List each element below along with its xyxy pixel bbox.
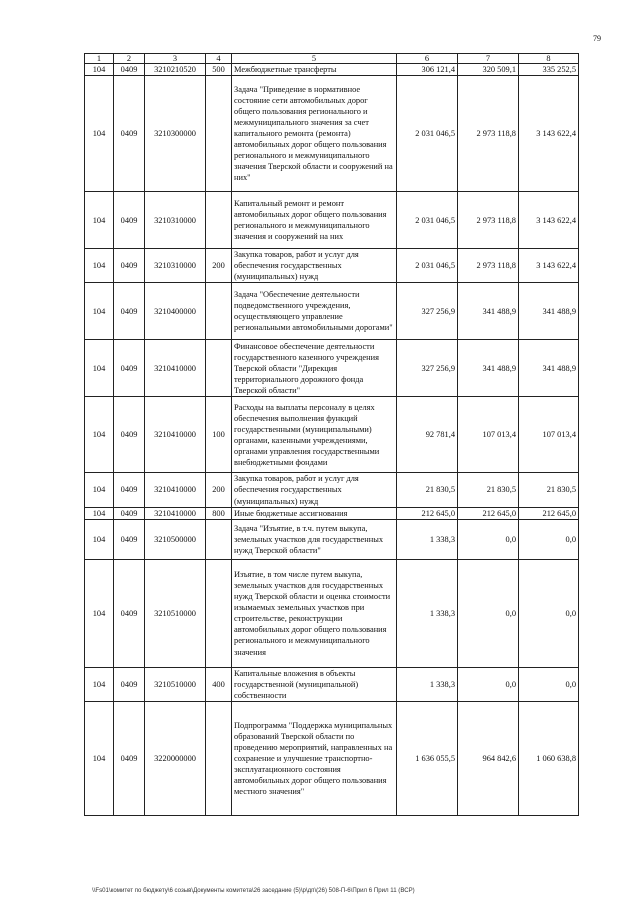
amount-year3-cell: 0,0	[519, 559, 579, 667]
amount-year1-cell: 1 338,3	[397, 667, 458, 701]
section-code-cell: 104	[85, 397, 114, 473]
description-cell: Задача "Приведение в нормативное состояние сети автомобильных дорог общего пользования регионального и межмуниципального значения за счет капитального ремонта (ремонта) автомобильных дорог общего пользования регионального и межмуниципального значения Тверской области и сооружений на них"	[232, 76, 397, 192]
section-code-cell: 104	[85, 283, 114, 340]
expense-type-cell	[206, 192, 232, 249]
column-header: 2	[114, 54, 145, 64]
target-article-cell: 3210410000	[145, 340, 206, 397]
subsection-code-cell: 0409	[114, 519, 145, 559]
column-header: 1	[85, 54, 114, 64]
amount-year1-cell: 327 256,9	[397, 283, 458, 340]
description-cell: Капитальный ремонт и ремонт автомобильных дорог общего пользования регионального и межмуниципального значения и сооружений на них	[232, 192, 397, 249]
table-row	[85, 473, 579, 507]
subsection-code-cell: 0409	[114, 283, 145, 340]
amount-year2-cell: 341 488,9	[458, 283, 519, 340]
target-article-cell: 3210310000	[145, 249, 206, 283]
expense-type-cell: 200	[206, 473, 232, 507]
amount-year3-cell: 212 645,0	[519, 507, 579, 519]
description-cell: Капитальные вложения в объекты государственной (муниципальной) собственности	[232, 667, 397, 701]
description-cell: Изъятие, в том числе путем выкупа, земельных участков для государственных нужд Тверской области и оценка стоимости изымаемых земельных участков при строительстве, реконструкции автомобильных дорог общего пользования регионального и межмуниципального значения	[232, 559, 397, 667]
amount-year1-cell: 2 031 046,5	[397, 249, 458, 283]
table-row	[85, 559, 579, 667]
target-article-cell: 3210410000	[145, 473, 206, 507]
amount-year1-cell: 21 830,5	[397, 473, 458, 507]
expense-type-cell	[206, 340, 232, 397]
column-header: 8	[519, 54, 579, 64]
table-row	[85, 340, 579, 397]
section-code-cell: 104	[85, 192, 114, 249]
column-header: 3	[145, 54, 206, 64]
subsection-code-cell: 0409	[114, 667, 145, 701]
column-header: 5	[232, 54, 397, 64]
target-article-cell: 3210500000	[145, 519, 206, 559]
subsection-code-cell: 0409	[114, 64, 145, 76]
table-row	[85, 192, 579, 249]
description-cell: Задача "Обеспечение деятельности подведомственного учреждения, осуществляющего управление региональными автомобильными дорогами"	[232, 283, 397, 340]
amount-year1-cell: 1 338,3	[397, 519, 458, 559]
description-cell: Закупка товаров, работ и услуг для обеспечения государственных (муниципальных) нужд	[232, 473, 397, 507]
amount-year3-cell: 21 830,5	[519, 473, 579, 507]
subsection-code-cell: 0409	[114, 192, 145, 249]
table-row	[85, 64, 579, 76]
amount-year3-cell: 3 143 622,4	[519, 249, 579, 283]
target-article-cell: 3210510000	[145, 667, 206, 701]
section-code-cell: 104	[85, 64, 114, 76]
expense-type-cell: 100	[206, 397, 232, 473]
amount-year1-cell: 327 256,9	[397, 340, 458, 397]
amount-year2-cell: 0,0	[458, 519, 519, 559]
amount-year2-cell: 341 488,9	[458, 340, 519, 397]
section-code-cell: 104	[85, 667, 114, 701]
expense-type-cell	[206, 283, 232, 340]
description-cell: Закупка товаров, работ и услуг для обеспечения государственных (муниципальных) нужд	[232, 249, 397, 283]
target-article-cell: 3210510000	[145, 559, 206, 667]
target-article-cell: 3210310000	[145, 192, 206, 249]
subsection-code-cell: 0409	[114, 397, 145, 473]
amount-year2-cell: 2 973 118,8	[458, 192, 519, 249]
file-path-footer: \\Fs01\комитет по бюджету\6 созыв\Документы комитета\26 заседание (5)\р\дп\(26) 508-П-6\Прил 6 Прил 11 (ВСР)	[92, 887, 415, 894]
expense-type-cell	[206, 76, 232, 192]
target-article-cell: 3210410000	[145, 507, 206, 519]
subsection-code-cell: 0409	[114, 249, 145, 283]
subsection-code-cell: 0409	[114, 702, 145, 816]
section-code-cell: 104	[85, 519, 114, 559]
table-row	[85, 507, 579, 519]
amount-year3-cell: 3 143 622,4	[519, 76, 579, 192]
table-row	[85, 397, 579, 473]
target-article-cell: 3210210520	[145, 64, 206, 76]
amount-year1-cell: 2 031 046,5	[397, 76, 458, 192]
table-row	[85, 702, 579, 816]
section-code-cell: 104	[85, 249, 114, 283]
column-number-row	[85, 54, 579, 64]
target-article-cell: 3210410000	[145, 397, 206, 473]
amount-year2-cell: 964 842,6	[458, 702, 519, 816]
section-code-cell: 104	[85, 340, 114, 397]
amount-year2-cell: 2 973 118,8	[458, 76, 519, 192]
amount-year3-cell: 341 488,9	[519, 283, 579, 340]
amount-year2-cell: 320 509,1	[458, 64, 519, 76]
amount-year3-cell: 0,0	[519, 519, 579, 559]
amount-year1-cell: 2 031 046,5	[397, 192, 458, 249]
expense-type-cell: 200	[206, 249, 232, 283]
amount-year1-cell: 212 645,0	[397, 507, 458, 519]
description-cell: Подпрограмма "Поддержка муниципальных образований Тверской области по проведению мероприятий, направленных на сохранение и улучшение транспортно-эксплуатационного состояния автомобильных дорог общего пользования местного значения"	[232, 702, 397, 816]
amount-year2-cell: 107 013,4	[458, 397, 519, 473]
section-code-cell: 104	[85, 559, 114, 667]
amount-year3-cell: 1 060 638,8	[519, 702, 579, 816]
expense-type-cell	[206, 702, 232, 816]
description-cell: Финансовое обеспечение деятельности государственного казенного учреждения Тверской области "Дирекция территориального дорожного фонда Тверской области"	[232, 340, 397, 397]
amount-year3-cell: 3 143 622,4	[519, 192, 579, 249]
page-number: 79	[593, 34, 601, 43]
table-row	[85, 76, 579, 192]
amount-year1-cell: 306 121,4	[397, 64, 458, 76]
target-article-cell: 3210400000	[145, 283, 206, 340]
amount-year3-cell: 0,0	[519, 667, 579, 701]
amount-year2-cell: 0,0	[458, 559, 519, 667]
amount-year2-cell: 21 830,5	[458, 473, 519, 507]
amount-year1-cell: 1 636 055,5	[397, 702, 458, 816]
column-header: 4	[206, 54, 232, 64]
amount-year3-cell: 341 488,9	[519, 340, 579, 397]
amount-year2-cell: 0,0	[458, 667, 519, 701]
budget-table	[84, 53, 579, 816]
expense-type-cell: 800	[206, 507, 232, 519]
expense-type-cell: 500	[206, 64, 232, 76]
section-code-cell: 104	[85, 76, 114, 192]
expense-type-cell	[206, 519, 232, 559]
subsection-code-cell: 0409	[114, 76, 145, 192]
subsection-code-cell: 0409	[114, 507, 145, 519]
table-row	[85, 519, 579, 559]
table-row	[85, 283, 579, 340]
subsection-code-cell: 0409	[114, 340, 145, 397]
amount-year2-cell: 2 973 118,8	[458, 249, 519, 283]
column-header: 6	[397, 54, 458, 64]
expense-type-cell	[206, 559, 232, 667]
target-article-cell: 3220000000	[145, 702, 206, 816]
section-code-cell: 104	[85, 473, 114, 507]
section-code-cell: 104	[85, 702, 114, 816]
amount-year1-cell: 1 338,3	[397, 559, 458, 667]
description-cell: Задача "Изъятие, в т.ч. путем выкупа, земельных участков для государственных нужд Тверской области"	[232, 519, 397, 559]
table-row	[85, 249, 579, 283]
amount-year1-cell: 92 781,4	[397, 397, 458, 473]
description-cell: Расходы на выплаты персоналу в целях обеспечения выполнения функций государственными (муниципальными) органами, казенными учреждениями, органами управления государственными внебюджетными фондами	[232, 397, 397, 473]
description-cell: Иные бюджетные ассигнования	[232, 507, 397, 519]
amount-year3-cell: 335 252,5	[519, 64, 579, 76]
column-header: 7	[458, 54, 519, 64]
table-row	[85, 667, 579, 701]
target-article-cell: 3210300000	[145, 76, 206, 192]
description-cell: Межбюджетные трансферты	[232, 64, 397, 76]
subsection-code-cell: 0409	[114, 559, 145, 667]
expense-type-cell: 400	[206, 667, 232, 701]
section-code-cell: 104	[85, 507, 114, 519]
amount-year3-cell: 107 013,4	[519, 397, 579, 473]
subsection-code-cell: 0409	[114, 473, 145, 507]
amount-year2-cell: 212 645,0	[458, 507, 519, 519]
